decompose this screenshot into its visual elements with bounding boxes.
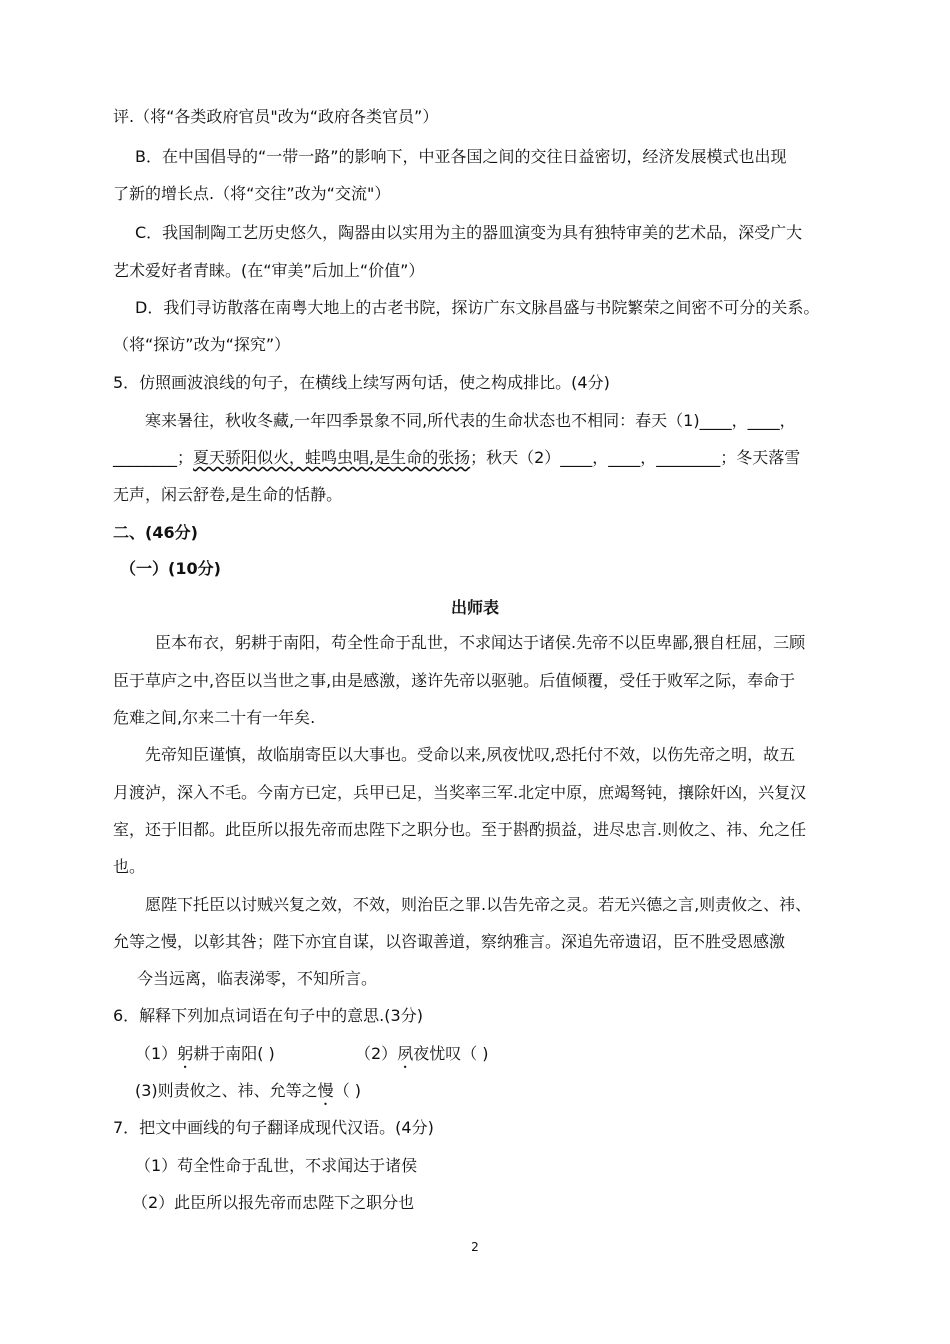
q5-question: 5．仿照画波浪线的句子，在横线上续写两句话，使之构成排比。(4分) bbox=[113, 373, 610, 392]
q6-item1 bbox=[135, 1043, 275, 1072]
passage-p1-line3: 危难之间,尔来二十有一年矣. bbox=[113, 708, 316, 727]
passage-title: 出师表 bbox=[450, 598, 499, 617]
q6-item1-number: （1） bbox=[135, 1044, 178, 1063]
q5-line1: 寒来暑往，秋收冬藏,一年四季景象不同,所代表的生命状态也不相同：春天（1)____，____， bbox=[145, 411, 796, 430]
q7-sentence1: （1）苟全性命于乱世，不求闻达于诸侯 bbox=[135, 1156, 418, 1175]
passage-p2-line1: 先帝知臣谨慎，故临崩寄臣以大事也。受命以来,夙夜忧叹,恐托付不效，以伤先帝之明，故五 bbox=[145, 745, 796, 764]
q6-item1-dotted-word: 躬 bbox=[177, 1044, 194, 1063]
q5-line2-tail: ；秋天（2）____，____，________；冬天落雪 bbox=[470, 448, 801, 467]
passage-p1-line1: 臣本布衣，躬耕于南阳，苟全性命于乱世，不求闻达于诸侯.先帝不以臣卑鄙,猥自枉屈，三顾 bbox=[155, 633, 806, 652]
q4-option-c-line1: C．我国制陶工艺历史悠久，陶器由以实用为主的器皿演变为具有独特审美的艺术品，深受广大 bbox=[135, 223, 803, 242]
q5-blank-lead: ________； bbox=[113, 448, 194, 467]
q4-option-b-line2: 了新的增长点.（将“交往”改为“交流"） bbox=[113, 184, 391, 203]
q6-item3 bbox=[135, 1080, 361, 1109]
q6-question: 6．解释下列加点词语在句子中的意思.(3分) bbox=[113, 1006, 423, 1025]
q5-line3: 无声，闲云舒卷,是生命的恬静。 bbox=[113, 485, 343, 504]
section2-heading: 二、(46分) bbox=[113, 523, 198, 542]
q6-item3-dotted-word: 慢 bbox=[317, 1081, 334, 1100]
q4-option-a-tail: 评.（将“各类政府官员"改为“政府各类官员”） bbox=[113, 107, 439, 126]
passage-p3-line1: 愿陛下托臣以讨贼兴复之效，不效，则治臣之罪.以告先帝之灵。若无兴德之言,则责攸之、祎、 bbox=[145, 895, 812, 914]
q7-question: 7．把文中画线的句子翻译成现代汉语。(4分) bbox=[113, 1118, 434, 1137]
q5-line2 bbox=[113, 447, 800, 469]
q6-item2-rest: 夜忧叹（ ) bbox=[413, 1044, 489, 1063]
q5-wavy-sentence: 夏天骄阳似火，蛙鸣虫唱,是生命的张扬 bbox=[193, 448, 471, 467]
passage-p2-line4: 也。 bbox=[113, 857, 146, 876]
passage-p3-line3: 今当远离，临表涕零，不知所言。 bbox=[137, 969, 378, 988]
q6-item1-rest: 耕于南阳( ) bbox=[193, 1044, 275, 1063]
q4-option-d-line1: D．我们寻访散落在南粤大地上的古老书院，探访广东文脉昌盛与书院繁荣之间密不可分的关系。 bbox=[135, 298, 820, 317]
q7-sentence2: （2）此臣所以报先帝而忠陛下之职分也 bbox=[132, 1193, 415, 1212]
passage-p2-line2: 月渡泸，深入不毛。今南方已定，兵甲已足，当奖率三军.北定中原，庶竭驽钝，攘除奸凶，兴复汉 bbox=[113, 783, 807, 802]
q4-option-d-line2: （将“探访”改为“探究”） bbox=[113, 335, 291, 354]
passage-p2-line3: 室，还于旧都。此臣所以报先帝而忠陛下之职分也。至于斟酌损益，进尽忠言.则攸之、祎、允之任 bbox=[113, 820, 807, 839]
section2-sub-heading: （一）(10分) bbox=[120, 559, 221, 578]
q6-item3-rest: （ ) bbox=[333, 1081, 362, 1100]
q4-option-b-line1: B．在中国倡导的“一带一路”的影响下，中亚各国之间的交往日益密切，经济发展模式也出现 bbox=[135, 147, 787, 166]
q6-item2 bbox=[355, 1043, 489, 1072]
q6-item2-dotted-word: 夙 bbox=[397, 1044, 414, 1063]
q6-item3-text: (3)则责攸之、祎、允等之 bbox=[135, 1081, 318, 1100]
q6-item2-number: （2） bbox=[355, 1044, 398, 1063]
passage-p3-line2: 允等之慢，以彰其咎；陛下亦宜自谋，以咨诹善道，察纳雅言。深追先帝遗诏，臣不胜受恩感激 bbox=[113, 932, 786, 951]
passage-p1-line2: 臣于草庐之中,咨臣以当世之事,由是感激，遂许先帝以驱驰。后值倾覆，受任于败军之际，奉命于 bbox=[113, 671, 796, 690]
q4-option-c-line2: 艺术爱好者青睐。(在“审美”后加上“价值”） bbox=[113, 261, 425, 280]
page-number: 2 bbox=[471, 1240, 479, 1254]
